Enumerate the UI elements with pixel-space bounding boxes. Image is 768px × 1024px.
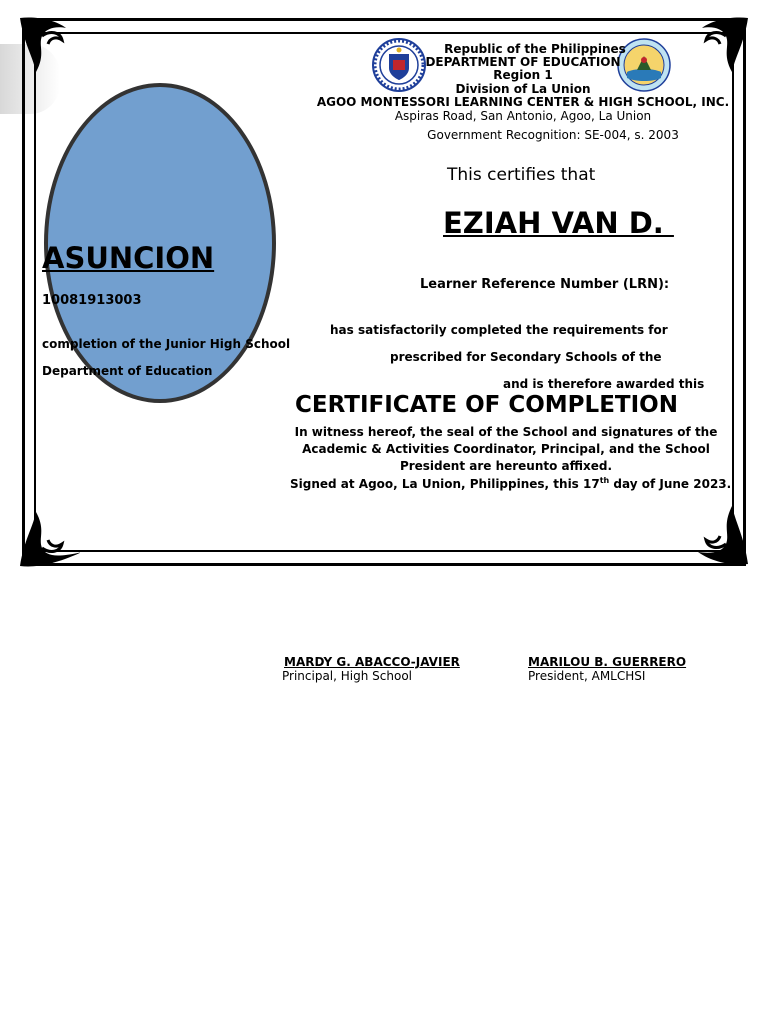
signed-line [290,476,731,491]
header-division: Division of La Union [455,82,591,96]
lrn-value: 10081913003 [42,293,142,308]
certifies-text: This certifies that [447,165,596,185]
witness-line-2: Academic & Activities Coordinator, Principal, and the School [302,442,710,456]
recipient-last-name: ASUNCION [42,241,215,275]
header-department: DEPARTMENT OF EDUCATION [425,55,621,69]
header-republic: Republic of the Philippines [444,42,626,56]
witness-line-3: President are hereunto affixed. [399,459,613,473]
body-line-2-right: prescribed for Secondary Schools of the [390,350,662,364]
body-line-2-left: completion of the Junior High School [42,337,291,351]
corner-flourish-bottom-left-icon [16,506,80,570]
signatory-principal-title: Principal, High School [282,669,412,683]
header-address: Aspiras Road, San Antonio, Agoo, La Union [394,109,652,123]
header-region: Region 1 [493,68,553,82]
signed-superscript: th [599,476,610,485]
body-line-3-right: and is therefore awarded this [503,377,705,391]
corner-flourish-top-left-icon [16,14,80,78]
signatory-principal [282,655,460,683]
body-line-3-left: Department of Education [42,364,213,378]
signed-prefix: Signed at Agoo, La Union, Philippines, this 17 [290,477,600,491]
signed-suffix: day of June 2023. [609,477,732,491]
body-line-1: has satisfactorily completed the requirements for [330,323,668,337]
certificate-title: CERTIFICATE OF COMPLETION [295,392,678,418]
header-school-name: AGOO MONTESSORI LEARNING CENTER & HIGH SCHOOL, INC. [316,95,730,109]
signatory-principal-name: MARDY G. ABACCO-JAVIER [284,655,460,669]
signatory-president [528,655,686,683]
witness-paragraph [288,424,724,475]
corner-flourish-bottom-right-icon [688,502,752,566]
header-recognition: Government Recognition: SE-004, s. 2003 [427,128,679,142]
signatory-president-title: President, AMLCHSI [528,669,646,683]
lrn-label: Learner Reference Number (LRN): [420,277,670,292]
witness-line-1: In witness hereof, the seal of the School and signatures of the [294,425,718,439]
signatory-president-name: MARILOU B. GUERRERO [528,655,687,669]
recipient-first-name: EZIAH VAN D. [443,206,674,240]
